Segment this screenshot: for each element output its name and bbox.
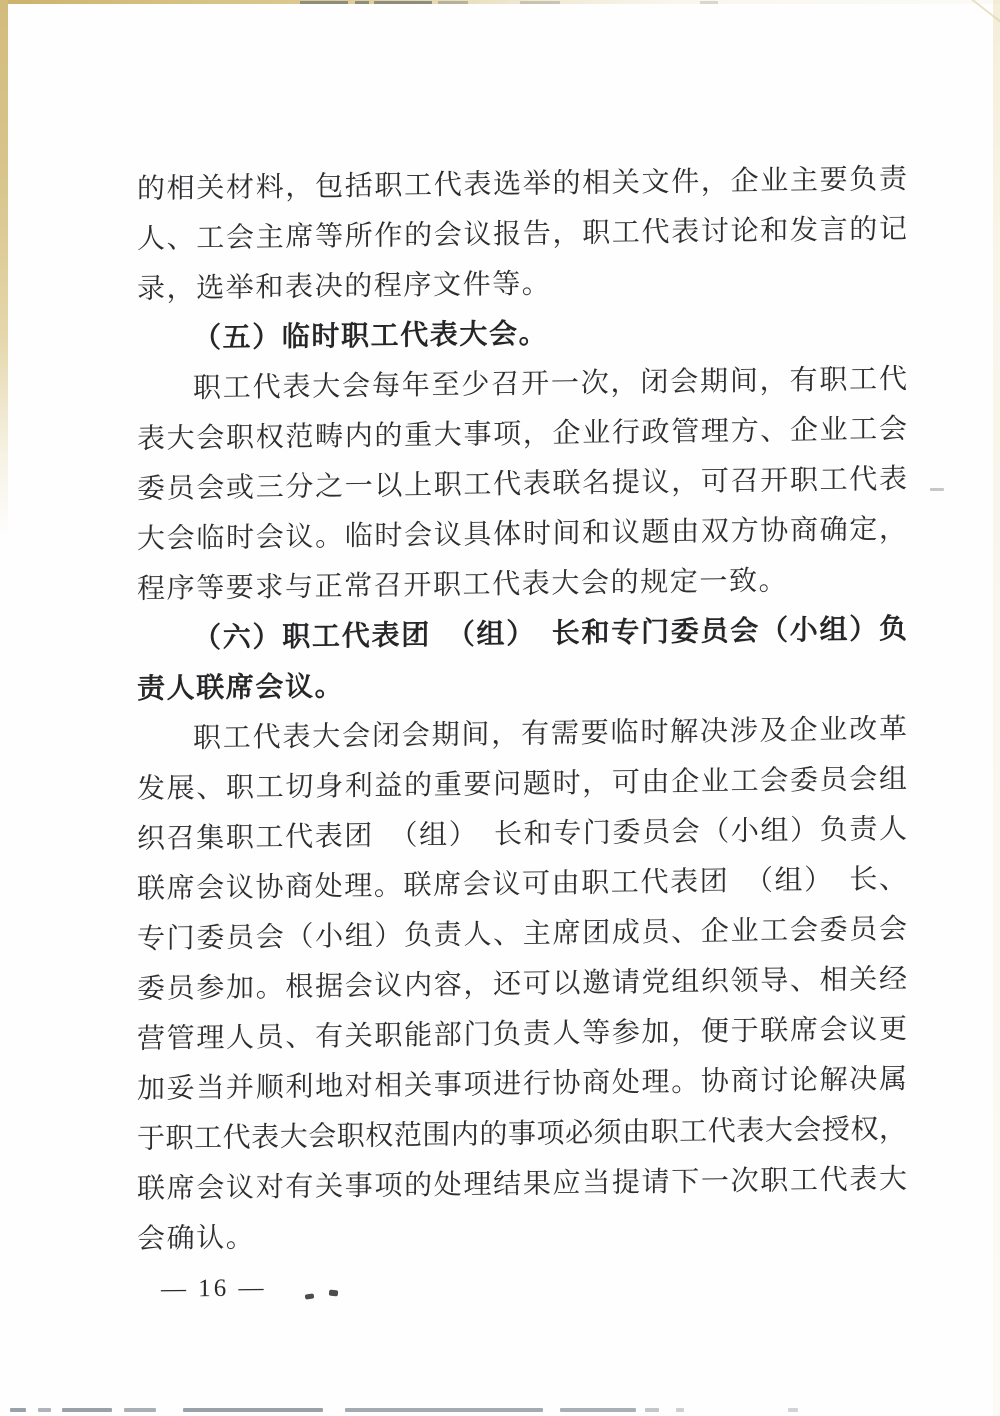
text-line: 人、工会主席等所作的会议报告，职工代表讨论和发言的记: [137, 213, 907, 255]
text-line: 表大会职权范畴内的重大事项，企业行政管理方、企业工会: [137, 413, 907, 455]
scan-edge-right: [993, 0, 1000, 1416]
scan-edge-bottom-mark: [10, 1408, 26, 1412]
text-line: 联席会议协商处理。联席会议可由职工代表团 （组） 长、: [137, 863, 907, 905]
document-text-block: [137, 155, 907, 1315]
scan-edge-bottom-mark: [183, 1408, 323, 1412]
scan-edge-bottom-mark: [788, 1408, 798, 1412]
scan-edge-bottom-mark: [345, 1408, 543, 1412]
scan-edge-bottom-mark: [38, 1408, 51, 1412]
text-line: 会确认。: [137, 1222, 256, 1255]
scan-edge-top-dark-mark: [300, 1, 348, 4]
scan-edge-top-dark-mark: [438, 1, 468, 4]
text-line: （六）职工代表团 （组） 长和专门委员会（小组）负: [193, 613, 907, 655]
scan-edge-top-dark-mark: [355, 1, 369, 4]
scan-edge-bottom-mark: [124, 1408, 156, 1412]
scan-edge-bottom-mark: [645, 1408, 659, 1412]
text-line: 加妥当并顺利地对相关事项进行协商处理。协商讨论解决属: [137, 1063, 907, 1105]
scan-edge-left: [0, 0, 8, 540]
page-number: — 16 —: [161, 1274, 267, 1303]
text-line: 织召集职工代表团 （组） 长和专门委员会（小组）负责人: [137, 813, 907, 855]
text-line: 职工代表大会闭会期间，有需要临时解决涉及企业改革: [193, 713, 907, 755]
scan-edge-bottom-mark: [62, 1408, 112, 1412]
text-line: 发展、职工切身利益的重要问题时，可由企业工会委员会组: [137, 763, 907, 805]
text-line: （五）临时职工代表大会。: [193, 318, 549, 355]
scan-edge-top-dark-mark: [520, 1, 560, 4]
text-line: 的相关材料，包括职工代表选举的相关文件，企业主要负责: [137, 163, 907, 205]
text-line: 职工代表大会每年至少召开一次，闭会期间，有职工代: [193, 363, 907, 405]
text-line: 营管理人员、有关职能部门负责人等参加，便于联席会议更: [137, 1013, 907, 1055]
text-line: 责人联席会议。: [137, 671, 345, 705]
text-line: 于职工代表大会职权范围内的事项必须由职工代表大会授权，: [137, 1113, 907, 1155]
scan-speck: [329, 1290, 339, 1297]
text-line: 大会临时会议。临时会议具体时间和议题由双方协商确定，: [137, 513, 907, 555]
text-line: 专门委员会（小组）负责人、主席团成员、企业工会委员会: [137, 913, 907, 955]
text-line: 联席会议对有关事项的处理结果应当提请下一次职工代表大: [137, 1163, 907, 1205]
text-line: 录，选举和表决的程序文件等。: [137, 268, 552, 305]
scan-edge-top-dark-mark: [374, 1, 432, 4]
text-line: 委员会或三分之一以上职工代表联名提议，可召开职工代表: [137, 463, 907, 505]
scan-edge-bottom-mark: [676, 1408, 684, 1412]
scan-edge-bottom-mark: [560, 1408, 636, 1412]
text-line: 程序等要求与正常召开职工代表大会的规定一致。: [137, 565, 789, 605]
text-line: 委员参加。根据会议内容，还可以邀请党组织领导、相关经: [137, 963, 907, 1005]
scan-speck-faint: [930, 488, 944, 491]
scan-edge-top-dark-mark: [700, 1, 718, 4]
scan-edge-top: [0, 0, 1000, 4]
